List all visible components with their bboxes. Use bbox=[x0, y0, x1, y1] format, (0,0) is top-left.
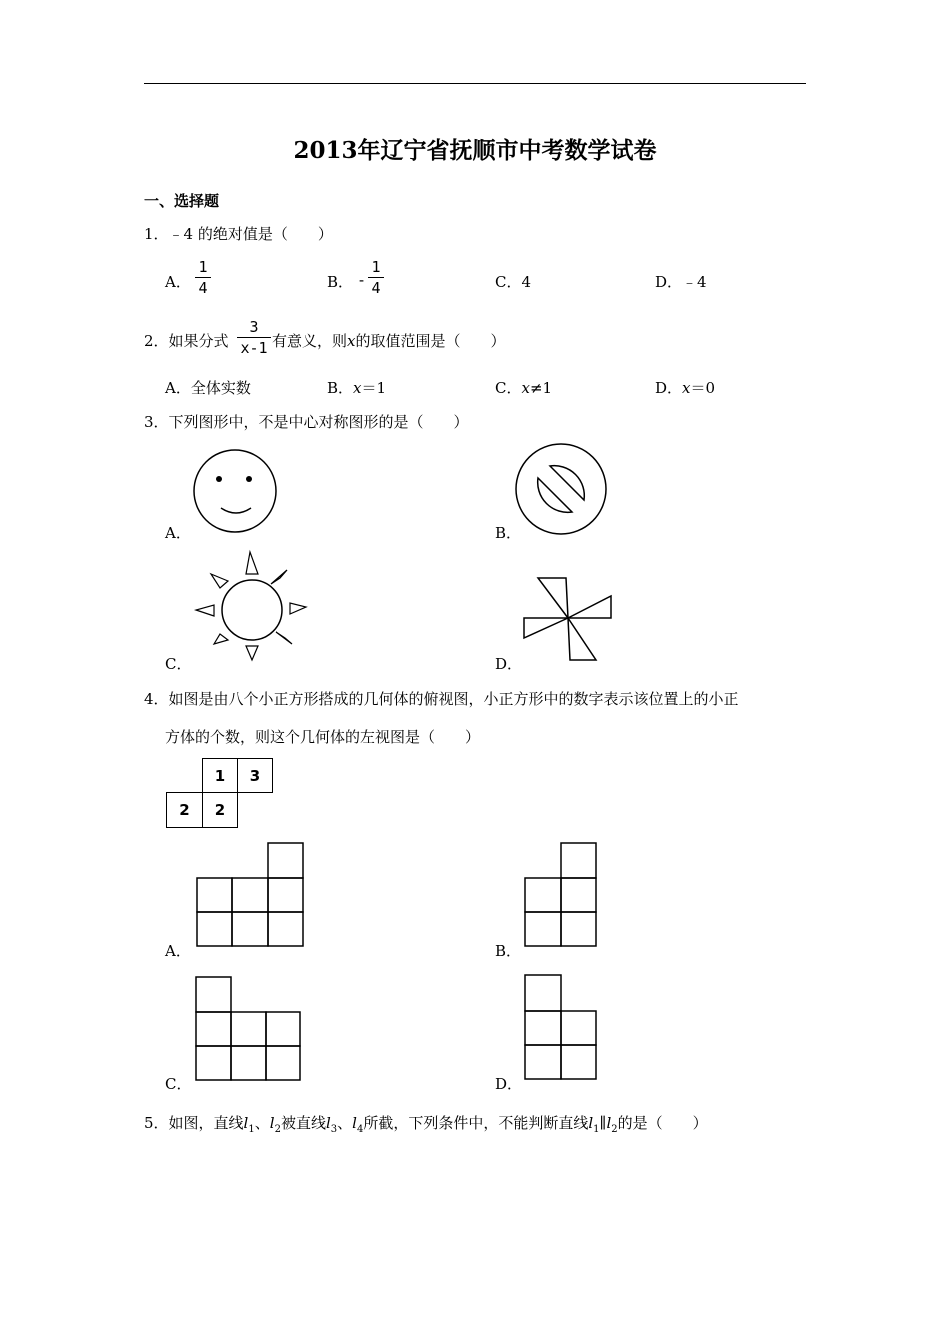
top-view-cell: 2 bbox=[166, 792, 203, 828]
q1-a-numerator: 1 bbox=[198, 258, 208, 276]
q3-option-d-label: D． bbox=[495, 655, 523, 673]
q3-option-c-label: C． bbox=[165, 655, 192, 673]
q2-var: x bbox=[347, 332, 356, 350]
q1-option-d: D．﹣4 bbox=[655, 273, 707, 291]
q4-option-c-label: C． bbox=[165, 1075, 192, 1093]
q2-numerator: 3 bbox=[249, 318, 259, 336]
pinwheel-figure bbox=[518, 572, 616, 666]
q2-option-d: D．x＝0 bbox=[655, 379, 716, 397]
q2-denominator: x-1 bbox=[240, 339, 268, 357]
q1-option-a-fraction bbox=[195, 258, 211, 297]
question-3-stem: 3．下列图形中，不是中心对称图形的是（ ） bbox=[144, 413, 469, 431]
question-4-stem-line-1: 4．如图是由八个小正方形搭成的几何体的俯视图，小正方形中的数字表示该位置上的小正 bbox=[144, 690, 739, 708]
question-4-stem-line-2: 方体的个数，则这个几何体的左视图是（ ） bbox=[165, 728, 481, 746]
question-5-stem: 5．如图，直线$l_1$、$l_2$被直线$l_3$、$l_4$所截，下列条件中，不能判断直线$l_1\parallel l_2$的是（ ） bbox=[144, 1114, 708, 1135]
q2-option-c: C．x≠1 bbox=[495, 379, 553, 397]
q4-option-b-label: B． bbox=[495, 942, 522, 960]
question-1-stem: 1．﹣4 的绝对值是（ ） bbox=[144, 225, 333, 243]
question-2-prefix: 2．如果分式 bbox=[144, 332, 229, 350]
fraction-bar bbox=[195, 277, 211, 278]
q1-a-denominator: 4 bbox=[198, 279, 208, 297]
fraction-bar bbox=[237, 337, 271, 338]
q4-option-a-label: A． bbox=[165, 942, 191, 960]
fraction-bar bbox=[368, 277, 384, 278]
q2-option-b: B．x＝1 bbox=[327, 379, 387, 397]
q3-option-b-label: B． bbox=[495, 524, 522, 542]
q1-option-b-sign: - bbox=[357, 271, 367, 289]
q1-option-c: C．4 bbox=[495, 273, 532, 291]
q3-option-a-label: A． bbox=[165, 524, 191, 542]
top-view-cell: 3 bbox=[237, 758, 273, 793]
q4-option-d-label: D． bbox=[495, 1075, 523, 1093]
q2-suffix-a: 有意义，则 bbox=[272, 332, 348, 350]
q1-b-numerator: 1 bbox=[371, 258, 381, 276]
q1-b-denominator: 4 bbox=[371, 279, 381, 297]
q4-option-a-figure bbox=[195, 841, 307, 949]
q4-option-d-figure bbox=[523, 973, 601, 1083]
section-heading: 一、选择题 bbox=[144, 192, 220, 210]
q1-option-b-label: B． bbox=[327, 273, 354, 291]
q2-fraction bbox=[237, 318, 271, 357]
q2-suffix-b: 的取值范围是（ ） bbox=[355, 332, 506, 350]
top-view-cell: 1 bbox=[202, 758, 238, 793]
page-title: 2013年辽宁省抚顺市中考数学试卷 bbox=[293, 137, 657, 164]
q4-option-c-figure bbox=[194, 975, 304, 1083]
q1-option-b-fraction bbox=[368, 258, 384, 297]
q4-option-b-figure bbox=[523, 841, 601, 949]
question-2-suffix bbox=[272, 330, 506, 351]
top-view-cell: 2 bbox=[202, 792, 238, 828]
sun-figure bbox=[190, 548, 312, 666]
header-rule bbox=[144, 83, 806, 84]
prohibition-sign-figure bbox=[512, 440, 610, 538]
q1-option-a-label: A． bbox=[165, 273, 191, 291]
q2-option-a: A．全体实数 bbox=[165, 379, 251, 397]
smiley-face-figure bbox=[190, 446, 282, 538]
